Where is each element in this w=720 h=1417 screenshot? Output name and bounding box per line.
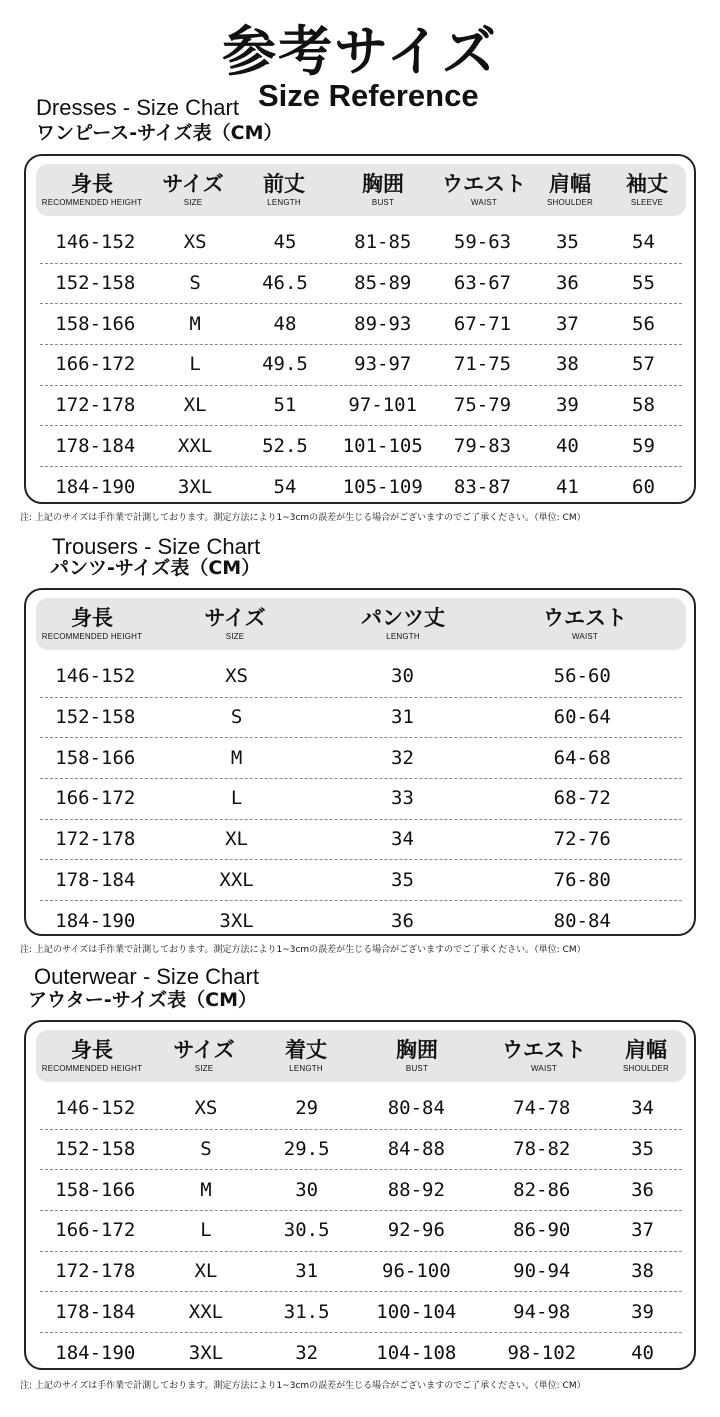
table-cell: 57: [632, 353, 655, 376]
table-cell: 178-184: [55, 434, 136, 457]
trousers-col-waist: [484, 598, 686, 650]
outerwear-size-table: [24, 1020, 696, 1370]
table-cell: 46.5: [262, 272, 308, 295]
table-cell: 31: [295, 1260, 319, 1283]
table-cell: 152-158: [55, 272, 136, 295]
header-sublabel: LENGTH: [267, 198, 301, 207]
table-row: [40, 303, 682, 345]
table-row: [40, 1332, 682, 1373]
header-label: サイズ: [204, 606, 266, 630]
table-row: [40, 1251, 682, 1293]
table-cell: XXL: [219, 868, 254, 891]
table-cell: 172-178: [55, 1260, 136, 1283]
outerwear-header-row: [36, 1030, 686, 1082]
header-sublabel: RECOMMENDED HEIGHT: [41, 1064, 143, 1073]
table-cell: 166-172: [55, 353, 136, 376]
header-sublabel: WAIST: [530, 1064, 558, 1073]
header-label: 身長: [71, 172, 113, 196]
table-cell: 39: [555, 394, 579, 417]
header-label: 肩幅: [625, 1038, 667, 1062]
header-sublabel: SHOULDER: [546, 198, 594, 207]
table-cell: L: [189, 353, 201, 376]
table-row: [40, 385, 682, 427]
outerwear-col-size: [148, 1030, 260, 1082]
outerwear-col-height: [36, 1030, 148, 1082]
dresses-col-size: [148, 164, 238, 216]
header-label: ウエスト: [543, 606, 627, 630]
dresses-col-length: [238, 164, 330, 216]
table-cell: 60-64: [553, 706, 611, 729]
table-cell: 31.5: [283, 1300, 330, 1323]
table-cell: M: [189, 312, 201, 335]
table-cell: 79-83: [453, 434, 512, 457]
header-label: 前丈: [263, 172, 305, 196]
table-row: [40, 1088, 682, 1130]
table-cell: 184-190: [55, 475, 136, 498]
table-cell: 41: [555, 475, 579, 498]
table-cell: XS: [194, 1097, 218, 1120]
table-cell: 56-60: [553, 665, 611, 688]
table-cell: 32: [295, 1341, 319, 1364]
table-cell: 30: [295, 1178, 319, 1201]
table-row: [40, 819, 682, 861]
table-cell: 29.5: [283, 1138, 330, 1161]
table-row: [40, 1169, 682, 1211]
table-cell: 35: [391, 868, 414, 891]
outerwear-col-waist: [482, 1030, 606, 1082]
table-cell: 81-85: [354, 231, 412, 254]
table-cell: 74-78: [513, 1097, 571, 1120]
table-cell: 146-152: [55, 665, 136, 688]
header-label: 胸囲: [396, 1038, 438, 1062]
measurement-note: 注: 上記のサイズは手作業で計測しております。測定方法により1~3cmの誤差が生じる場合がございますのでご了承ください。（単位: CM）: [20, 1381, 586, 1391]
table-cell: 56: [632, 312, 655, 335]
table-row: [40, 344, 682, 386]
dresses-title-en: Dresses - Size Chart: [36, 95, 239, 120]
table-cell: 101-105: [342, 434, 423, 457]
header-sublabel: SIZE: [225, 632, 245, 641]
table-row: [40, 222, 682, 264]
table-cell: 84-88: [387, 1138, 445, 1161]
trousers-header-row: [36, 598, 686, 650]
dresses-col-sleeve: [608, 164, 686, 216]
header-sublabel: SLEEVE: [630, 198, 664, 207]
table-cell: 83-87: [453, 475, 512, 498]
table-row: [40, 466, 682, 507]
table-cell: 38: [555, 353, 579, 376]
table-cell: 96-100: [382, 1260, 451, 1283]
table-cell: 68-72: [553, 787, 611, 810]
table-cell: 97-101: [348, 394, 418, 417]
dresses-col-waist: [436, 164, 532, 216]
header-label: 着丈: [285, 1038, 327, 1062]
table-cell: 37: [555, 312, 579, 335]
table-cell: 63-67: [453, 272, 512, 295]
dresses-size-table: [24, 154, 696, 504]
header-sublabel: RECOMMENDED HEIGHT: [41, 198, 143, 207]
table-row: [40, 697, 682, 739]
table-cell: 178-184: [55, 1300, 136, 1323]
header-label: 身長: [71, 1038, 113, 1062]
table-cell: 184-190: [55, 1341, 136, 1364]
outerwear-col-bust: [352, 1030, 482, 1082]
table-cell: 45: [273, 231, 297, 254]
table-row: [40, 1292, 682, 1334]
table-cell: 172-178: [55, 828, 136, 851]
table-cell: 80-84: [387, 1097, 445, 1120]
table-cell: 40: [631, 1341, 654, 1364]
table-row: [40, 656, 682, 698]
table-cell: 86-90: [513, 1219, 571, 1242]
header-sublabel: SHOULDER: [622, 1064, 670, 1073]
table-cell: 54: [632, 231, 655, 254]
measurement-note: 注: 上記のサイズは手作業で計測しております。測定方法により1~3cmの誤差が生じる場合がございますのでご了承ください。（単位: CM）: [20, 945, 586, 955]
table-cell: 80-84: [553, 909, 611, 932]
table-cell: 89-93: [354, 312, 412, 335]
table-cell: 85-89: [354, 272, 412, 295]
table-cell: XS: [183, 231, 207, 254]
table-cell: 93-97: [354, 353, 412, 376]
table-cell: 76-80: [553, 868, 611, 891]
table-row: [40, 900, 682, 941]
table-cell: 31: [391, 706, 414, 729]
table-cell: 158-166: [55, 312, 136, 335]
table-cell: 75-79: [453, 394, 512, 417]
table-cell: 55: [632, 272, 655, 295]
table-cell: XXL: [177, 434, 213, 457]
main-title-en: Size Reference: [258, 78, 479, 113]
table-cell: 36: [631, 1178, 654, 1201]
table-cell: 178-184: [55, 868, 136, 891]
header-sublabel: BUST: [371, 198, 395, 207]
header-label: ウエスト: [502, 1038, 586, 1062]
outerwear-title-jp: アウター-サイズ表（CM）: [28, 989, 258, 1011]
table-cell: 36: [555, 272, 579, 295]
table-row: [40, 737, 682, 779]
table-cell: 30.5: [283, 1219, 330, 1242]
table-cell: 60: [632, 475, 655, 498]
table-cell: 100-104: [376, 1300, 457, 1323]
table-cell: 3XL: [219, 909, 254, 932]
table-cell: 166-172: [55, 787, 136, 810]
trousers-col-size: [148, 598, 322, 650]
table-cell: 98-102: [507, 1341, 577, 1364]
table-cell: 158-166: [55, 746, 136, 769]
table-cell: 146-152: [55, 231, 136, 254]
table-cell: 32: [391, 746, 414, 769]
header-label: パンツ丈: [361, 606, 445, 630]
table-cell: 37: [631, 1219, 654, 1242]
table-cell: M: [200, 1178, 212, 1201]
table-cell: 67-71: [453, 312, 512, 335]
outerwear-col-length: [260, 1030, 352, 1082]
table-cell: 152-158: [55, 1138, 136, 1161]
table-cell: 3XL: [188, 1341, 224, 1364]
dresses-header-row: [36, 164, 686, 216]
table-cell: XXL: [188, 1300, 224, 1323]
header-sublabel: SIZE: [194, 1064, 214, 1073]
table-cell: M: [230, 746, 243, 769]
table-cell: XL: [183, 394, 207, 417]
table-cell: 166-172: [55, 1219, 136, 1242]
table-cell: 72-76: [553, 828, 611, 851]
table-cell: 58: [632, 394, 655, 417]
trousers-col-length: [322, 598, 484, 650]
dresses-col-bust: [330, 164, 436, 216]
table-cell: S: [189, 272, 201, 295]
trousers-title-en: Trousers - Size Chart: [52, 534, 261, 559]
table-cell: 105-109: [342, 475, 423, 498]
table-cell: 48: [273, 312, 297, 335]
table-cell: 146-152: [55, 1097, 136, 1120]
header-label: 胸囲: [362, 172, 404, 196]
table-cell: 30: [391, 665, 414, 688]
table-cell: S: [230, 706, 243, 729]
header-label: サイズ: [162, 172, 224, 196]
dresses-title-jp: ワンピース-サイズ表（CM）: [36, 122, 283, 144]
table-cell: L: [200, 1219, 212, 1242]
table-cell: 3XL: [177, 475, 213, 498]
header-label: 身長: [71, 606, 113, 630]
header-sublabel: SIZE: [183, 198, 203, 207]
header-sublabel: LENGTH: [386, 632, 420, 641]
table-cell: XL: [194, 1260, 218, 1283]
header-sublabel: LENGTH: [289, 1064, 323, 1073]
table-row: [40, 1210, 682, 1252]
table-cell: 33: [391, 787, 414, 810]
table-row: [40, 263, 682, 305]
table-cell: 35: [555, 231, 579, 254]
trousers-title-jp: パンツ-サイズ表（CM）: [50, 557, 261, 579]
table-cell: 52.5: [262, 434, 308, 457]
table-cell: 38: [631, 1260, 654, 1283]
trousers-size-table: [24, 588, 696, 936]
table-cell: 35: [631, 1138, 654, 1161]
table-cell: 34: [391, 828, 414, 851]
header-sublabel: WAIST: [470, 198, 498, 207]
header-sublabel: WAIST: [571, 632, 599, 641]
table-cell: 29: [295, 1097, 319, 1120]
outerwear-title-en: Outerwear - Size Chart: [34, 964, 259, 989]
table-cell: 158-166: [55, 1178, 136, 1201]
outerwear-col-shoulder: [606, 1030, 686, 1082]
table-row: [40, 426, 682, 468]
table-row: [40, 1129, 682, 1171]
table-cell: 172-178: [55, 394, 136, 417]
table-row: [40, 778, 682, 820]
header-label: 肩幅: [549, 172, 591, 196]
dresses-col-shoulder: [532, 164, 608, 216]
table-cell: 71-75: [453, 353, 512, 376]
table-cell: 59-63: [453, 231, 512, 254]
header-label: ウエスト: [442, 172, 526, 196]
table-cell: 39: [631, 1300, 654, 1323]
table-row: [40, 860, 682, 902]
table-cell: 104-108: [376, 1341, 457, 1364]
table-cell: XL: [225, 828, 248, 851]
dresses-col-height: [36, 164, 148, 216]
table-cell: 51: [273, 394, 297, 417]
table-cell: 88-92: [387, 1178, 445, 1201]
measurement-note: 注: 上記のサイズは手作業で計測しております。測定方法により1~3cmの誤差が生じる場合がございますのでご了承ください。（単位: CM）: [20, 513, 586, 523]
table-cell: 78-82: [513, 1138, 571, 1161]
table-cell: 90-94: [513, 1260, 571, 1283]
header-label: サイズ: [173, 1038, 235, 1062]
table-cell: 40: [555, 434, 579, 457]
header-sublabel: BUST: [405, 1064, 429, 1073]
table-cell: L: [230, 787, 243, 810]
table-cell: 82-86: [513, 1178, 571, 1201]
table-cell: 94-98: [513, 1300, 571, 1323]
header-sublabel: RECOMMENDED HEIGHT: [41, 632, 143, 641]
table-cell: 92-96: [387, 1219, 445, 1242]
main-title-jp: 参考サイズ: [222, 20, 498, 83]
header-label: 袖丈: [626, 172, 668, 196]
table-cell: XS: [225, 665, 248, 688]
table-cell: 54: [273, 475, 297, 498]
table-cell: 184-190: [55, 909, 136, 932]
table-cell: 152-158: [55, 706, 136, 729]
table-cell: 64-68: [553, 746, 611, 769]
table-cell: 49.5: [262, 353, 308, 376]
table-cell: 34: [631, 1097, 654, 1120]
table-cell: S: [200, 1138, 212, 1161]
table-cell: 59: [632, 434, 655, 457]
trousers-col-height: [36, 598, 148, 650]
table-cell: 36: [391, 909, 414, 932]
